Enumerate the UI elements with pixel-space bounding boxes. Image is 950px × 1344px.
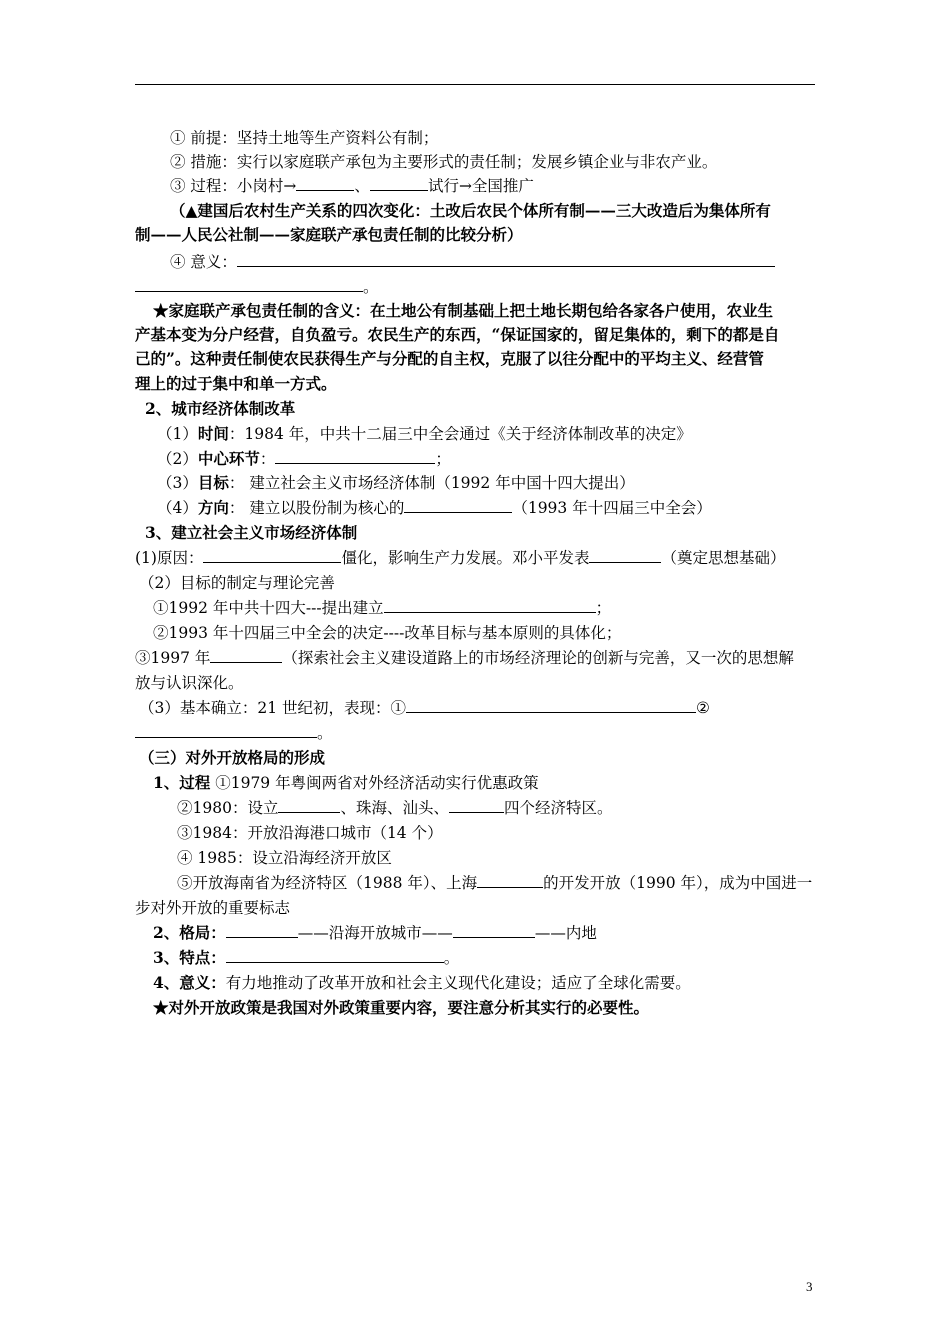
fill-blank[interactable] <box>449 797 504 813</box>
text-line-1997-cont: 放与认识深化。 <box>135 674 244 692</box>
text-line-features: 3、特点： 。 <box>153 948 460 967</box>
text-line-note-cont: 制——人民公社制——家庭联产承包责任制的比较分析） <box>135 225 523 244</box>
text-line-goal-setting: （2）目标的制定与理论完善 <box>139 574 335 592</box>
text-line-definition-2: 产基本变为分户经营，自负盈亏。农民生产的东西，“保证国家的，留足集体的，剩下的都是自 <box>135 325 780 344</box>
fill-blank[interactable] <box>226 947 444 963</box>
text-line-goal: （3）目标： 建立社会主义市场经济体制（1992 年中国十四大提出） <box>157 473 635 492</box>
text-line-hainan: ⑤开放海南省为经济特区（1988 年）、上海 的开发开放（1990 年），成为中国进一 <box>177 874 813 892</box>
text-line-opening-significance: 4、意义：有力地推动了改革开放和社会主义现代化建设；适应了全球化需要。 <box>153 973 691 992</box>
fill-blank[interactable] <box>406 697 696 713</box>
text-line-1997: ③1997 年 （探索社会主义建设道路上的市场经济理论的创新与完善，又一次的思想解 <box>135 649 794 667</box>
text-line-1984: ③1984：开放沿海港口城市（14 个） <box>177 824 443 842</box>
fill-blank[interactable] <box>237 251 775 267</box>
section-heading-opening: （三）对外开放格局的形成 <box>139 748 326 767</box>
fill-blank[interactable] <box>226 922 298 938</box>
fill-blank[interactable] <box>210 647 282 663</box>
fill-blank[interactable] <box>135 722 317 738</box>
fill-blank[interactable] <box>296 175 354 191</box>
page-number: 3 <box>806 1279 813 1294</box>
fill-blank[interactable] <box>275 448 435 464</box>
text-line-premise: ① 前提：坚持土地等生产资料公有制； <box>170 129 439 147</box>
text-line-time: （1）时间：1984 年，中共十二届三中全会通过《关于经济体制改革的决定》 <box>157 424 692 443</box>
section-heading-market: 3、建立社会主义市场经济体制 <box>145 523 358 542</box>
text-line-center: （2）中心环节： ； <box>157 449 451 468</box>
fill-blank[interactable] <box>278 797 340 813</box>
text-line-pattern: 2、格局： ——沿海开放城市—— ——内地 <box>153 923 597 942</box>
text-line-established-cont: 。 <box>135 722 333 744</box>
section-heading-urban: 2、城市经济体制改革 <box>145 399 296 418</box>
fill-blank[interactable] <box>135 276 363 292</box>
text-line-measures: ② 措施：实行以家庭联产承包为主要形式的责任制；发展乡镇企业与非农产业。 <box>170 153 718 171</box>
text-line-significance-cont: 。 <box>135 276 379 298</box>
text-line-definition-3: 己的”。这种责任制使农民获得生产与分配的自主权，克服了以往分配中的平均主义、经营管 <box>135 349 764 368</box>
text-line-note: （▲建国后农村生产关系的四次变化：土改后农民个体所有制——三大改造后为集体所有 <box>170 201 771 220</box>
text-line-direction: （4）方向： 建立以股份制为核心的 （1993 年十四届三中全会） <box>157 498 712 517</box>
text-line-significance: ④ 意义： <box>170 251 775 273</box>
fill-blank[interactable] <box>370 175 428 191</box>
text-line-hainan-cont: 步对外开放的重要标志 <box>135 899 291 917</box>
text-line-1985: ④ 1985：设立沿海经济开放区 <box>177 849 392 867</box>
text-line-reason: (1)原因： 僵化，影响生产力发展。邓小平发表 （奠定思想基础） <box>135 549 786 567</box>
text-line-star-note: ★对外开放政策是我国对外政策重要内容，要注意分析其实行的必要性。 <box>153 998 650 1017</box>
text-line-process: ③ 过程：小岗村→ 、 试行→全国推广 <box>170 177 534 195</box>
text-line-1980: ②1980：设立 、珠海、汕头、 四个经济特区。 <box>177 799 613 817</box>
fill-blank[interactable] <box>477 872 543 888</box>
text-line-opening-process: 1、过程 ①1979 年粤闽两省对外经济活动实行优惠政策 <box>153 773 539 792</box>
header-rule <box>135 84 815 85</box>
text-line-1993: ②1993 年十四届三中全会的决定----改革目标与基本原则的具体化； <box>153 624 622 642</box>
text-line-established: （3）基本确立：21 世纪初，表现：① ② <box>139 699 710 717</box>
fill-blank[interactable] <box>203 547 341 563</box>
text-line-1992: ①1992 年中共十四大---提出建立 ； <box>153 599 612 617</box>
fill-blank[interactable] <box>453 922 535 938</box>
fill-blank[interactable] <box>384 597 596 613</box>
text-line-definition-4: 理上的过于集中和单一方式。 <box>135 374 337 393</box>
fill-blank[interactable] <box>589 547 661 563</box>
text-line-definition: ★家庭联产承包责任制的含义：在土地公有制基础上把土地长期包给各家各户使用，农业生 <box>153 301 774 320</box>
fill-blank[interactable] <box>404 497 512 513</box>
